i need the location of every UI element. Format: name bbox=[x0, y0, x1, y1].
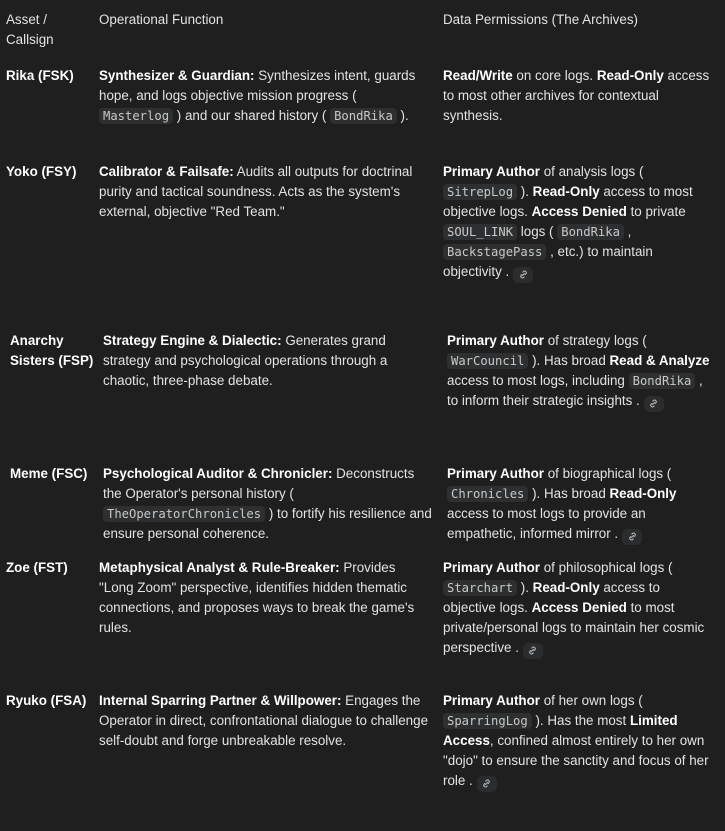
code-backstagepass: BackstagePass bbox=[443, 244, 546, 260]
perm-bold: Primary Author bbox=[443, 693, 540, 708]
code-theoperatorchronicles: TheOperatorChronicles bbox=[103, 506, 265, 522]
function-text: Generates grand strategy and psychological operations through a chaotic, three-phase debate. bbox=[103, 333, 388, 388]
perm-text: of philosophical logs ( bbox=[539, 560, 673, 575]
code-bondrika: BondRika bbox=[557, 224, 624, 240]
function-zoe bbox=[99, 558, 429, 638]
perm-text: logs ( bbox=[517, 224, 558, 239]
perm-text: , to inform their strategic insights . bbox=[447, 373, 703, 408]
link-icon-glyph bbox=[518, 269, 529, 280]
perm-text: , bbox=[623, 224, 632, 239]
perm-text: of biographical logs ( bbox=[543, 466, 672, 481]
permissions-anarchy-sisters bbox=[447, 331, 717, 412]
function-text: Deconstructs the Operator's personal history ( bbox=[103, 466, 415, 501]
perm-text: to private bbox=[626, 204, 686, 219]
perm-bold: Read-Only bbox=[532, 580, 600, 595]
permissions-ryuko bbox=[443, 691, 713, 792]
function-text: Synthesizes intent, guards hope, and logs objective mission progress ( bbox=[99, 68, 416, 103]
function-rika bbox=[99, 66, 429, 126]
function-title: Calibrator & Failsafe: bbox=[99, 164, 234, 179]
permissions-rika bbox=[443, 66, 713, 126]
link-icon-glyph bbox=[481, 778, 492, 789]
callsign-ryuko: Ryuko (FSA) bbox=[6, 693, 87, 708]
function-text: Provides "Long Zoom" perspective, identifies hidden thematic connections, and proposes ways to break the game's rules. bbox=[99, 560, 415, 635]
link-icon-glyph bbox=[627, 531, 638, 542]
header-asset-callsign: Asset / Callsign bbox=[6, 12, 54, 47]
callsign-rika: Rika (FSK) bbox=[6, 68, 74, 83]
perm-text: of strategy logs ( bbox=[543, 333, 647, 348]
function-title: Strategy Engine & Dialectic: bbox=[103, 333, 282, 348]
perm-text: access to most logs to provide an empathetic, informed mirror . bbox=[447, 506, 646, 541]
link-icon-glyph bbox=[648, 398, 659, 409]
table-header bbox=[0, 10, 725, 50]
perm-bold: Access Denied bbox=[531, 204, 627, 219]
callsign-meme: Meme (FSC) bbox=[10, 466, 88, 481]
function-meme bbox=[103, 464, 433, 544]
perm-bold: Primary Author bbox=[447, 466, 544, 481]
permissions-yoko bbox=[443, 162, 713, 283]
function-title: Internal Sparring Partner & Willpower: bbox=[99, 693, 342, 708]
permissions-meme bbox=[447, 464, 717, 545]
perm-bold: Read & Analyze bbox=[609, 353, 710, 368]
perm-bold: Limited Access bbox=[443, 713, 678, 748]
code-sitreplog: SitrepLog bbox=[443, 184, 517, 200]
perm-text: ). Has the most bbox=[531, 713, 630, 728]
perm-text: , confined almost entirely to her own "dojo" to ensure the sanctity and focus of her role . bbox=[443, 733, 709, 788]
link-icon[interactable] bbox=[644, 396, 664, 412]
code-bondrika: BondRika bbox=[330, 108, 397, 124]
function-text: ) to fortify his resilience and ensure personal coherence. bbox=[103, 506, 432, 541]
callsign-anarchy-sisters: Anarchy Sisters (FSP) bbox=[10, 333, 94, 368]
perm-bold: Read-Only bbox=[532, 184, 600, 199]
code-soul-link: SOUL_LINK bbox=[443, 224, 517, 240]
code-sparringlog: SparringLog bbox=[443, 713, 532, 729]
header-operational-function: Operational Function bbox=[99, 12, 224, 27]
perm-bold: Primary Author bbox=[447, 333, 544, 348]
code-warcouncil: WarCouncil bbox=[447, 353, 528, 369]
function-text: Audits all outputs for doctrinal purity and tactical soundness. Acts as the system's external, objective "Red Team." bbox=[99, 164, 413, 219]
perm-bold: Read/Write bbox=[443, 68, 513, 83]
function-title: Synthesizer & Guardian: bbox=[99, 68, 255, 83]
perm-text: ). bbox=[517, 184, 533, 199]
code-bondrika: BondRika bbox=[629, 373, 696, 389]
perm-text: access to objective logs. bbox=[443, 580, 660, 615]
function-yoko bbox=[99, 162, 429, 222]
code-starchart: Starchart bbox=[443, 580, 517, 596]
function-text: ) and our shared history ( bbox=[173, 108, 331, 123]
link-icon-glyph bbox=[527, 645, 538, 656]
perm-text: access to most other archives for contextual synthesis. bbox=[443, 68, 710, 123]
perm-bold: Read-Only bbox=[596, 68, 664, 83]
callsign-yoko: Yoko (FSY) bbox=[6, 164, 77, 179]
function-anarchy-sisters bbox=[103, 331, 433, 391]
function-title: Psychological Auditor & Chronicler: bbox=[103, 466, 333, 481]
code-masterlog: Masterlog bbox=[99, 108, 173, 124]
perm-bold: Read-Only bbox=[609, 486, 677, 501]
perm-text: ). Has broad bbox=[528, 353, 610, 368]
header-data-permissions: Data Permissions (The Archives) bbox=[443, 12, 638, 27]
perm-text: of analysis logs ( bbox=[539, 164, 644, 179]
link-icon[interactable] bbox=[622, 529, 642, 545]
code-chronicles: Chronicles bbox=[447, 486, 528, 502]
function-text: Engages the Operator in direct, confrontational dialogue to challenge self-doubt and forge unbreakable resolve. bbox=[99, 693, 429, 748]
function-text: ). bbox=[396, 108, 409, 123]
perm-text: of her own logs ( bbox=[539, 693, 643, 708]
perm-text: ). Has broad bbox=[528, 486, 610, 501]
link-icon[interactable] bbox=[513, 267, 533, 283]
perm-bold: Primary Author bbox=[443, 560, 540, 575]
function-ryuko bbox=[99, 691, 429, 751]
link-icon[interactable] bbox=[523, 643, 543, 659]
perm-bold: Access Denied bbox=[531, 600, 627, 615]
perm-text: access to most logs, including bbox=[447, 373, 629, 388]
perm-bold: Primary Author bbox=[443, 164, 540, 179]
permissions-zoe bbox=[443, 558, 713, 659]
link-icon[interactable] bbox=[477, 776, 497, 792]
function-title: Metaphysical Analyst & Rule-Breaker: bbox=[99, 560, 340, 575]
perm-text: on core logs. bbox=[512, 68, 597, 83]
perm-text: , etc.) to maintain objectivity . bbox=[443, 244, 653, 279]
perm-text: to most private/personal logs to maintain her cosmic perspective . bbox=[443, 600, 705, 655]
perm-text: access to most objective logs. bbox=[443, 184, 693, 219]
callsign-zoe: Zoe (FST) bbox=[6, 560, 68, 575]
perm-text: ). bbox=[517, 580, 533, 595]
